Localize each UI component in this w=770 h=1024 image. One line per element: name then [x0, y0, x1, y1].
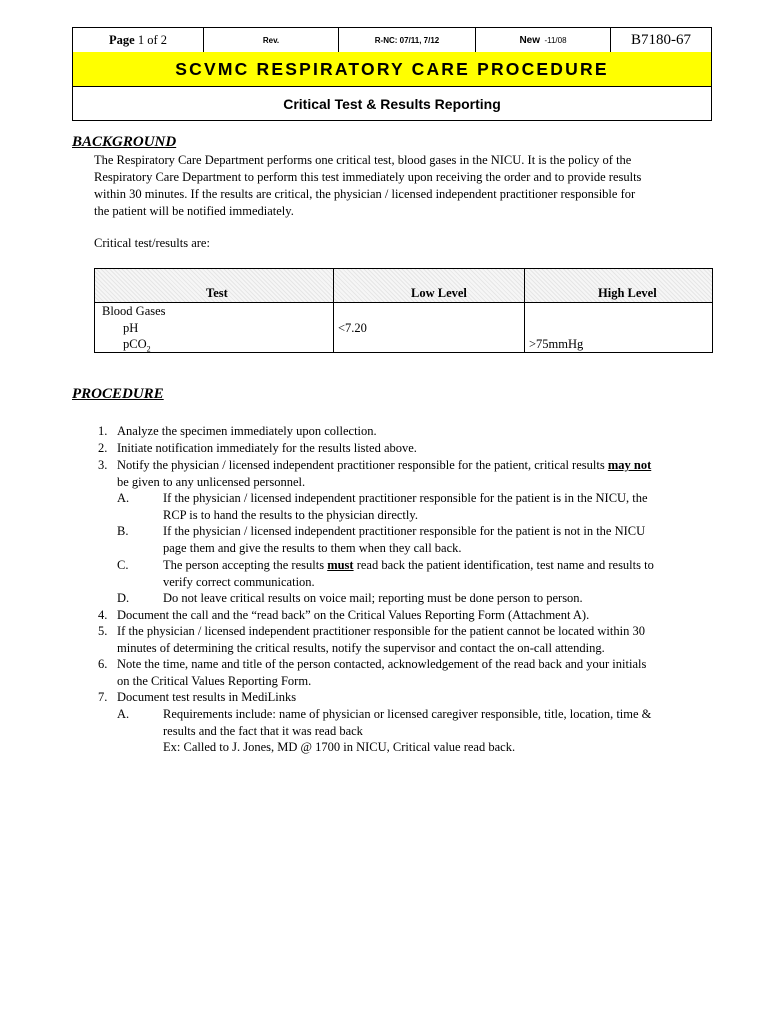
sub-label-a: A. — [117, 707, 130, 721]
list-number: 2. — [98, 441, 108, 455]
sub-label-c: C. — [117, 558, 129, 572]
procedure-step-4: Document the call and the “read back” on the Critical Values Reporting Form (Attachment A). — [117, 608, 590, 622]
new-cell — [476, 28, 611, 52]
list-number: 4. — [98, 608, 108, 622]
rev-cell — [204, 28, 339, 52]
step-3-text: Notify the physician / licensed independent practitioner responsible for the patient, critical results — [117, 458, 605, 472]
document-header — [72, 27, 712, 121]
sub-step-c-text: The person accepting the results — [163, 558, 325, 572]
column-header-high: High Level — [598, 286, 657, 300]
rev-label: Rev. — [262, 35, 280, 45]
row-pco2-high: >75mmHg — [529, 337, 584, 351]
list-number: 5. — [98, 624, 108, 638]
row-group-label: Blood Gases — [102, 304, 166, 318]
sub-label-b: B. — [117, 524, 129, 538]
row-ph-test: pH — [123, 321, 139, 335]
sub-step-7a-example: Ex: Called to J. Jones, MD @ 1700 in NICU, Critical value read back. — [163, 740, 516, 754]
page-label: Page — [109, 32, 135, 47]
sub-step-c — [163, 557, 654, 574]
procedure-heading: PROCEDURE — [72, 386, 164, 402]
doc-id-cell — [611, 28, 711, 52]
list-number: 3. — [98, 458, 108, 472]
background-line: Respiratory Care Department to perform this test immediately upon receiving the order and to provide results — [94, 170, 642, 184]
critical-intro: Critical test/results are: — [94, 236, 210, 250]
row-pco2-test — [123, 336, 151, 358]
list-number: 6. — [98, 657, 108, 671]
sub-step-d: Do not leave critical results on voice mail; reporting must be done person to person. — [163, 591, 583, 605]
background-heading: BACKGROUND — [72, 134, 177, 150]
sub-step-a-continued: RCP is to hand the results to the physician directly. — [163, 508, 418, 522]
procedure-step-6: Note the time, name and title of the person contacted, acknowledgement of the read back and your initials — [117, 657, 647, 671]
sub-step-c-emphasis: must — [327, 558, 354, 572]
pco2-text: pCO — [123, 337, 147, 351]
background-paragraph — [94, 152, 641, 220]
page-number-cell — [73, 28, 204, 52]
header-meta-row — [73, 28, 711, 53]
sub-label-d: D. — [117, 591, 130, 605]
subtitle-row — [73, 87, 711, 120]
sub-label-a: A. — [117, 491, 130, 505]
procedure-step-5-continued: minutes of determining the critical results, notify the supervisor and contact the on-call attending. — [117, 641, 605, 655]
new-date: -11/08 — [544, 35, 567, 45]
procedure-step-6-continued: on the Critical Values Reporting Form. — [117, 674, 312, 688]
column-header-test: Test — [206, 286, 228, 300]
sub-step-b: If the physician / licensed independent practitioner responsible for the patient is not in the NICU — [163, 524, 646, 538]
column-divider — [333, 269, 334, 352]
list-number: 1. — [98, 424, 108, 438]
procedure-step-2: Initiate notification immediately for the results listed above. — [117, 441, 417, 455]
sub-step-b-continued: page them and give the results to them when they call back. — [163, 541, 462, 555]
page-subtitle: Critical Test & Results Reporting — [283, 95, 501, 112]
new-label: New — [519, 34, 540, 46]
page-of: of 2 — [147, 32, 167, 47]
pco2-subscript: 2 — [146, 344, 151, 354]
sub-step-7a: Requirements include: name of physician or licensed caregiver responsible, title, location, time & — [163, 707, 652, 721]
row-ph-low: <7.20 — [338, 321, 367, 335]
page-current: 1 — [137, 32, 145, 47]
procedure-step-3-continued: be given to any unlicensed personnel. — [117, 475, 306, 489]
step-3-emphasis: may not — [607, 458, 652, 472]
procedure-step-7: Document test results in MediLinks — [117, 690, 297, 704]
procedure-step-3 — [117, 457, 651, 474]
doc-id: B7180-67 — [631, 31, 691, 48]
background-line: the patient will be notified immediately. — [94, 204, 294, 218]
rnc-cell — [339, 28, 476, 52]
background-line: within 30 minutes. If the results are critical, the physician / licensed independent practitioner responsible for — [94, 187, 636, 201]
column-divider — [524, 269, 525, 352]
background-line: The Respiratory Care Department performs one critical test, blood gases in the NICU. It is the policy of the — [94, 153, 632, 167]
critical-results-table — [94, 268, 713, 353]
sub-step-c-text-end: read back the patient identification, test name and results to — [356, 558, 654, 572]
rnc-dates: R-NC: 07/11, 7/12 — [374, 35, 440, 45]
procedure-step-1: Analyze the specimen immediately upon collection. — [117, 424, 377, 438]
list-number: 7. — [98, 690, 108, 704]
title-banner — [73, 52, 711, 87]
sub-step-c-continued: verify correct communication. — [163, 575, 315, 589]
procedure-step-5: If the physician / licensed independent practitioner responsible for the patient cannot be located within 30 — [117, 624, 645, 638]
column-header-low: Low Level — [411, 286, 467, 300]
page-title: SCVMC RESPIRATORY CARE PROCEDURE — [175, 58, 609, 79]
sub-step-a: If the physician / licensed independent practitioner responsible for the patient is in the NICU, the — [163, 491, 648, 505]
sub-step-7a-continued: results and the fact that it was read back — [163, 724, 363, 738]
